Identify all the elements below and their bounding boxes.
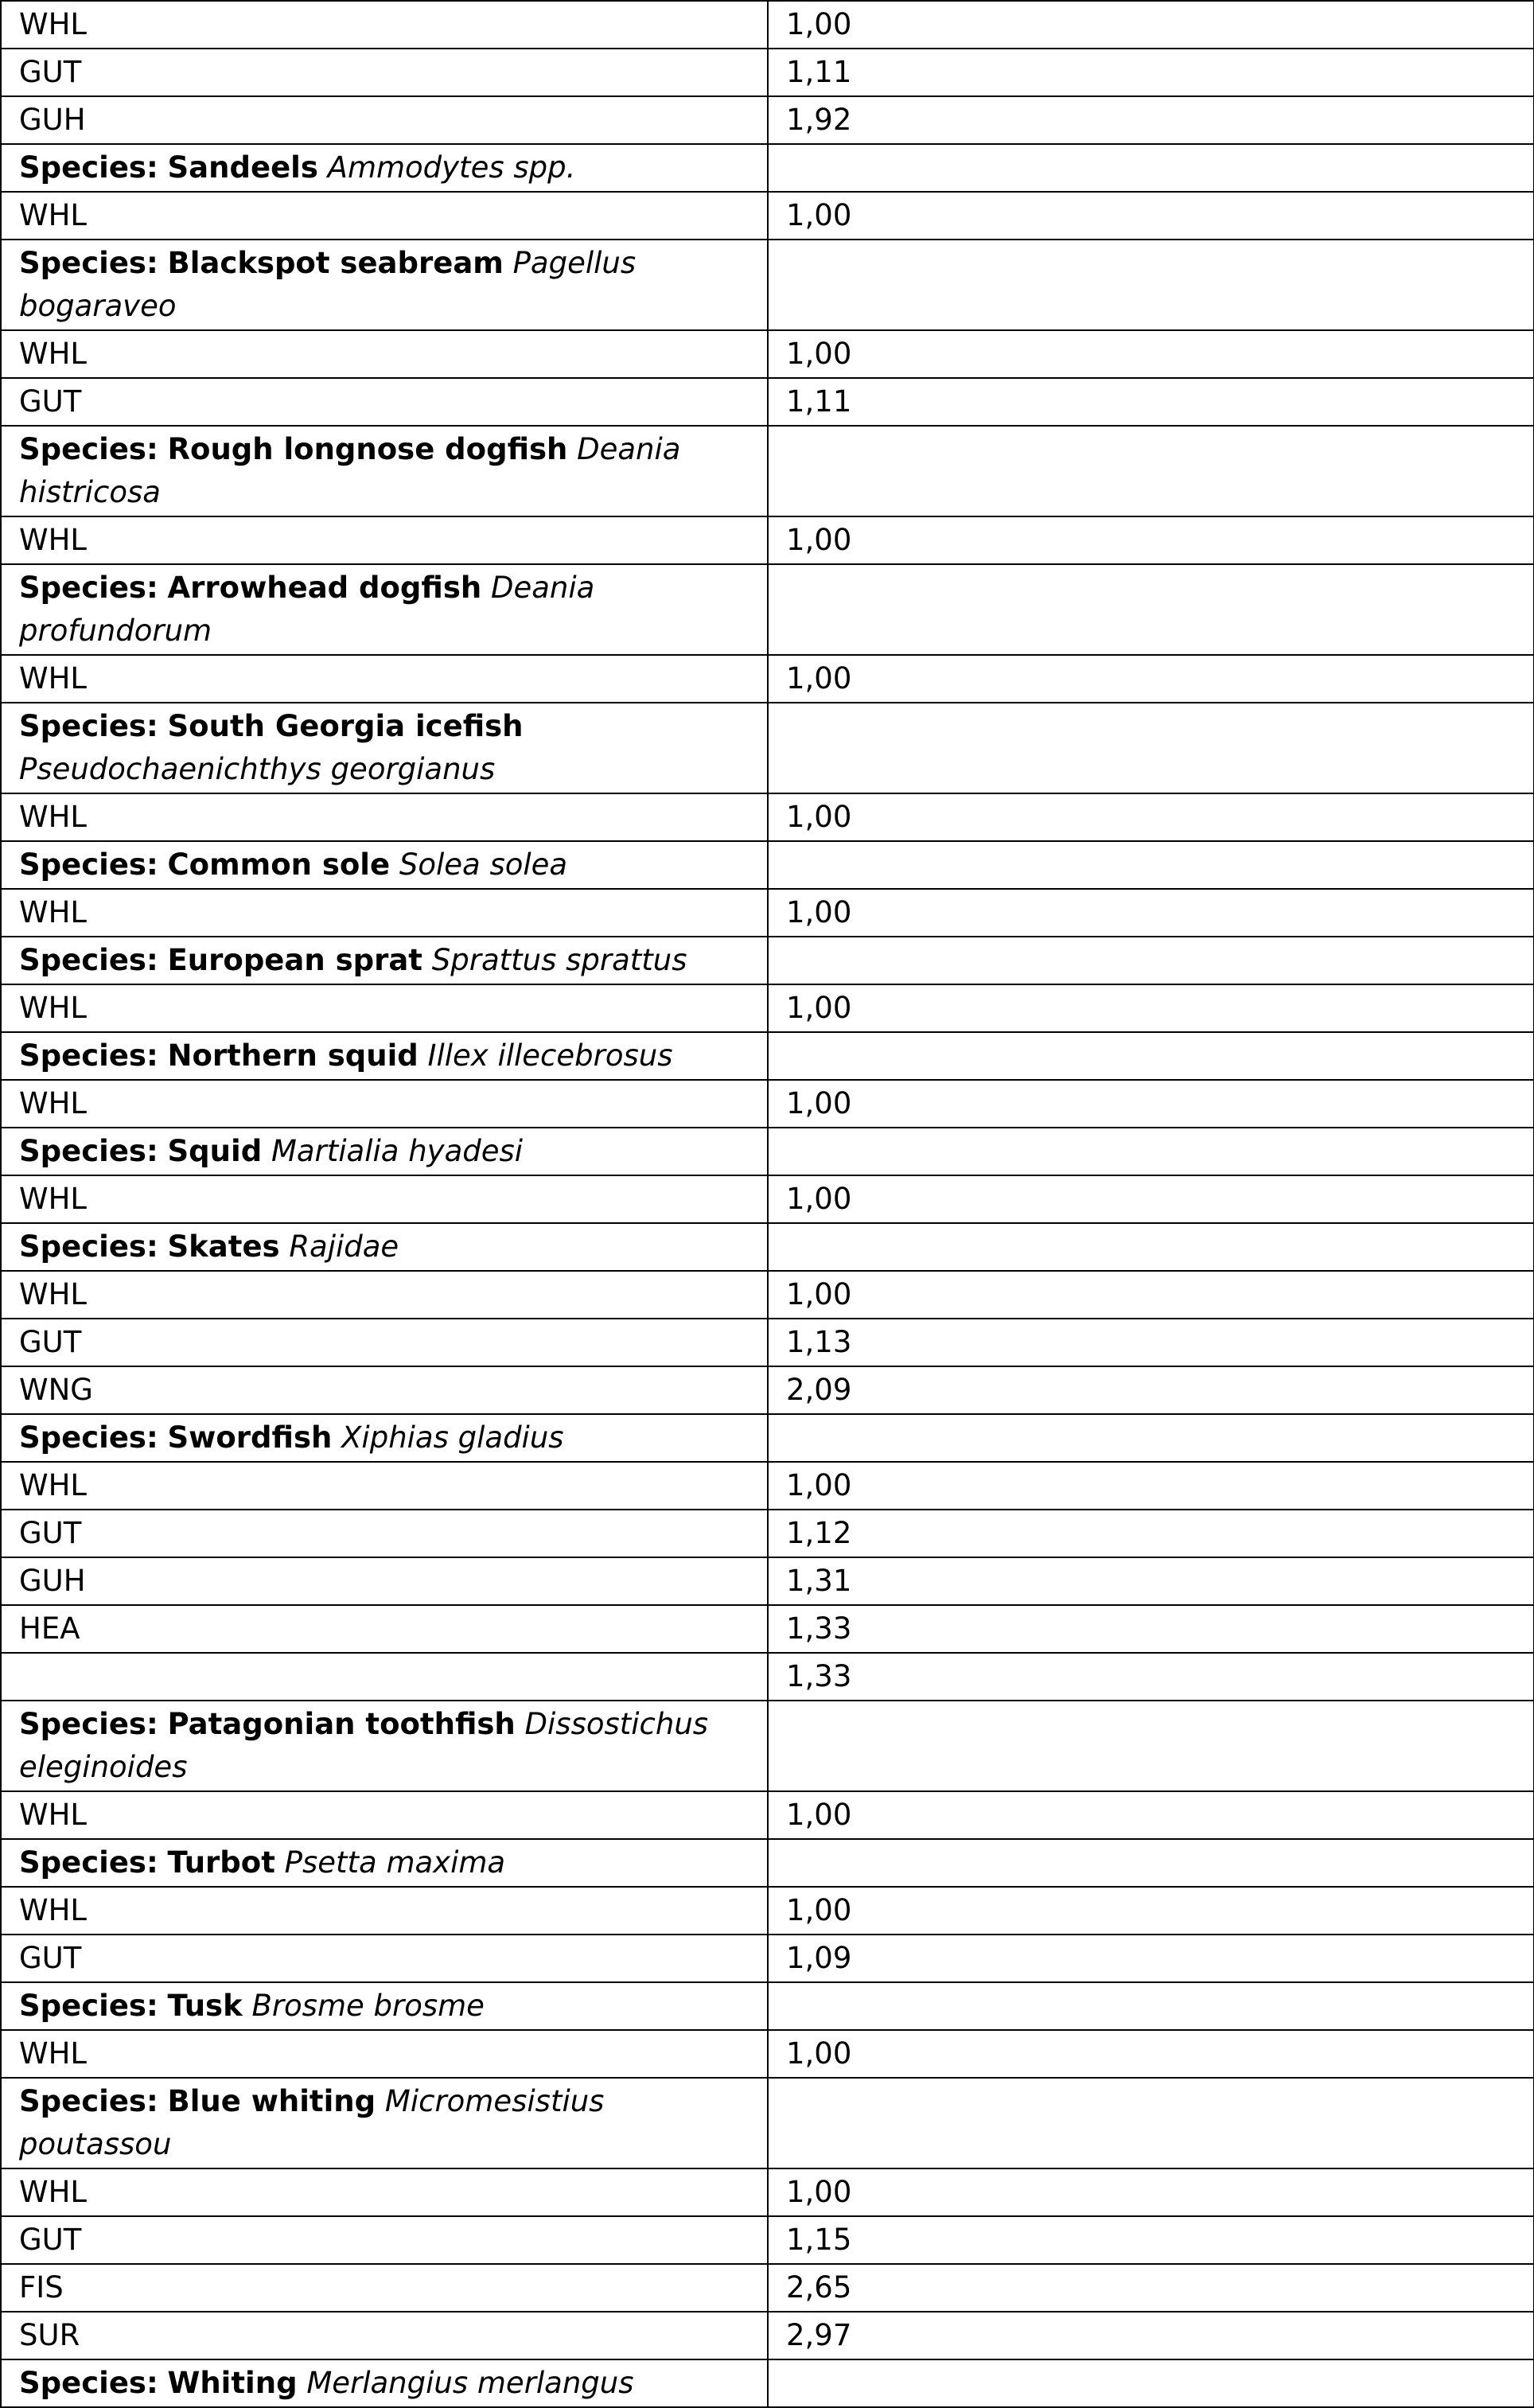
- conversion-factor-cell: 1,00: [768, 192, 1534, 240]
- conversion-factor-cell: 1,11: [768, 49, 1534, 96]
- presentation-row: [1, 1, 1534, 49]
- species-prefix: Species:: [19, 2366, 158, 2400]
- species-cell: [1, 564, 768, 655]
- conversion-factor-cell: 2,65: [768, 2264, 1534, 2312]
- empty-factor-cell: [768, 1701, 1534, 1791]
- presentation-code-cell: WNG: [1, 1366, 768, 1414]
- species-common-name: Rough longnose dogfish: [167, 432, 568, 466]
- empty-factor-cell: [768, 1223, 1534, 1271]
- species-cell: [1, 937, 768, 984]
- conversion-factor-cell: 1,00: [768, 793, 1534, 841]
- presentation-code-cell: WHL: [1, 889, 768, 937]
- presentation-row: [1, 984, 1534, 1032]
- species-prefix: Species:: [19, 1038, 158, 1073]
- species-latin-name: Solea solea: [399, 847, 568, 882]
- conversion-factor-cell: 1,00: [768, 889, 1534, 937]
- presentation-code-cell: WHL: [1, 1791, 768, 1839]
- species-latin-name: Deania profundorum: [19, 571, 595, 648]
- species-row: [1, 1982, 1534, 2030]
- presentation-row: [1, 2216, 1534, 2264]
- table-body: [1, 1, 1534, 2407]
- presentation-row: [1, 1887, 1534, 1935]
- species-cell: [1, 703, 768, 793]
- presentation-row: [1, 2264, 1534, 2312]
- presentation-code-cell: WHL: [1, 1175, 768, 1223]
- presentation-code-cell: WHL: [1, 516, 768, 564]
- species-cell: [1, 1701, 768, 1791]
- empty-factor-cell: [768, 937, 1534, 984]
- species-row: [1, 703, 1534, 793]
- species-prefix: Species:: [19, 847, 158, 882]
- species-latin-name: Pseudochaenichthys georgianus: [19, 752, 496, 786]
- presentation-row: [1, 378, 1534, 426]
- species-latin-name: Ammodytes spp.: [327, 150, 576, 185]
- presentation-row: [1, 1366, 1534, 1414]
- conversion-factor-cell: 1,92: [768, 96, 1534, 144]
- presentation-row: [1, 1605, 1534, 1653]
- conversion-factor-cell: 1,13: [768, 1319, 1534, 1366]
- presentation-row: [1, 655, 1534, 703]
- presentation-row: [1, 49, 1534, 96]
- presentation-row: [1, 1319, 1534, 1366]
- presentation-row: [1, 516, 1534, 564]
- presentation-code-cell: WHL: [1, 1462, 768, 1510]
- presentation-row: [1, 1653, 1534, 1701]
- species-common-name: Tusk: [167, 1989, 243, 2023]
- species-common-name: South Georgia icefish: [167, 709, 524, 743]
- species-row: [1, 1839, 1534, 1887]
- presentation-code-cell: HEA: [1, 1605, 768, 1653]
- empty-factor-cell: [768, 1128, 1534, 1175]
- conversion-factor-cell: 1,11: [768, 378, 1534, 426]
- species-prefix: Species:: [19, 943, 158, 977]
- conversion-factor-cell: 1,00: [768, 1175, 1534, 1223]
- species-latin-name: Brosme brosme: [251, 1989, 485, 2023]
- presentation-code-cell: WHL: [1, 1887, 768, 1935]
- species-prefix: Species:: [19, 432, 158, 466]
- conversion-factor-cell: 2,97: [768, 2312, 1534, 2359]
- conversion-factor-cell: 1,00: [768, 330, 1534, 378]
- presentation-code-cell: WHL: [1, 1271, 768, 1319]
- presentation-row: [1, 1791, 1534, 1839]
- presentation-row: [1, 2168, 1534, 2216]
- species-cell: [1, 1982, 768, 2030]
- presentation-row: [1, 1462, 1534, 1510]
- species-latin-name: Pagellus bogaraveo: [19, 246, 637, 323]
- conversion-factor-cell: 1,15: [768, 2216, 1534, 2264]
- conversion-factor-cell: 2,09: [768, 1366, 1534, 1414]
- empty-factor-cell: [768, 1839, 1534, 1887]
- presentation-row: [1, 1935, 1534, 1982]
- empty-factor-cell: [768, 703, 1534, 793]
- conversion-factor-cell: 1,31: [768, 1557, 1534, 1605]
- presentation-code-cell: WHL: [1, 984, 768, 1032]
- species-row: [1, 144, 1534, 192]
- empty-factor-cell: [768, 841, 1534, 889]
- species-prefix: Species:: [19, 1229, 158, 1264]
- species-cell: [1, 1128, 768, 1175]
- conversion-factor-cell: 1,00: [768, 1, 1534, 49]
- conversion-factor-cell: 1,00: [768, 1462, 1534, 1510]
- species-common-name: Squid: [167, 1134, 263, 1168]
- species-latin-name: Merlangius merlangus: [306, 2366, 634, 2400]
- species-prefix: Species:: [19, 150, 158, 185]
- species-prefix: Species:: [19, 709, 158, 743]
- presentation-row: [1, 889, 1534, 937]
- species-latin-name: Xiphias gladius: [341, 1420, 564, 1455]
- species-common-name: Sandeels: [167, 150, 318, 185]
- conversion-factor-cell: 1,00: [768, 516, 1534, 564]
- presentation-row: [1, 1175, 1534, 1223]
- presentation-row: [1, 2030, 1534, 2078]
- conversion-factor-cell: 1,12: [768, 1510, 1534, 1557]
- conversion-factor-cell: 1,09: [768, 1935, 1534, 1982]
- presentation-code-cell: WHL: [1, 1080, 768, 1128]
- species-prefix: Species:: [19, 1420, 158, 1455]
- species-prefix: Species:: [19, 1845, 158, 1880]
- presentation-row: [1, 1510, 1534, 1557]
- empty-factor-cell: [768, 144, 1534, 192]
- presentation-code-cell: GUT: [1, 1510, 768, 1557]
- conversion-factor-cell: 1,00: [768, 984, 1534, 1032]
- species-cell: [1, 2078, 768, 2168]
- species-cell: [1, 240, 768, 330]
- presentation-code-cell: [1, 1653, 768, 1701]
- species-latin-name: Dissostichus eleginoides: [19, 1707, 709, 1784]
- species-latin-name: Rajidae: [289, 1229, 399, 1264]
- species-row: [1, 1223, 1534, 1271]
- presentation-code-cell: GUT: [1, 378, 768, 426]
- empty-factor-cell: [768, 564, 1534, 655]
- presentation-code-cell: WHL: [1, 655, 768, 703]
- presentation-code-cell: GUH: [1, 96, 768, 144]
- presentation-row: [1, 1557, 1534, 1605]
- species-common-name: Blackspot seabream: [167, 246, 504, 280]
- presentation-code-cell: WHL: [1, 330, 768, 378]
- conversion-factor-cell: 1,00: [768, 1271, 1534, 1319]
- species-cell: [1, 1839, 768, 1887]
- empty-factor-cell: [768, 1982, 1534, 2030]
- species-common-name: Common sole: [167, 847, 391, 882]
- species-row: [1, 240, 1534, 330]
- species-prefix: Species:: [19, 571, 158, 605]
- species-common-name: Swordfish: [167, 1420, 333, 1455]
- species-common-name: European sprat: [167, 943, 422, 977]
- presentation-row: [1, 192, 1534, 240]
- empty-factor-cell: [768, 1414, 1534, 1462]
- species-latin-name: Psetta maxima: [284, 1845, 506, 1880]
- species-common-name: Turbot: [167, 1845, 275, 1880]
- presentation-code-cell: WHL: [1, 793, 768, 841]
- species-row: [1, 841, 1534, 889]
- species-cell: [1, 426, 768, 516]
- species-latin-name: Sprattus sprattus: [431, 943, 687, 977]
- species-prefix: Species:: [19, 246, 158, 280]
- species-common-name: Blue whiting: [167, 2084, 376, 2118]
- presentation-code-cell: WHL: [1, 2030, 768, 2078]
- presentation-row: [1, 1080, 1534, 1128]
- empty-factor-cell: [768, 2078, 1534, 2168]
- species-row: [1, 1701, 1534, 1791]
- species-common-name: Whiting: [167, 2366, 298, 2400]
- species-row: [1, 1032, 1534, 1080]
- presentation-row: [1, 2312, 1534, 2359]
- species-row: [1, 564, 1534, 655]
- presentation-code-cell: WHL: [1, 1, 768, 49]
- presentation-row: [1, 330, 1534, 378]
- presentation-code-cell: FIS: [1, 2264, 768, 2312]
- conversion-factor-cell: 1,00: [768, 1791, 1534, 1839]
- species-latin-name: Martialia hyadesi: [271, 1134, 524, 1168]
- species-row: [1, 937, 1534, 984]
- empty-factor-cell: [768, 1032, 1534, 1080]
- species-row: [1, 1128, 1534, 1175]
- presentation-code-cell: WHL: [1, 2168, 768, 2216]
- species-row: [1, 2359, 1534, 2407]
- species-prefix: Species:: [19, 1134, 158, 1168]
- species-cell: [1, 144, 768, 192]
- species-cell: [1, 2359, 768, 2407]
- presentation-row: [1, 96, 1534, 144]
- species-common-name: Skates: [167, 1229, 280, 1264]
- presentation-row: [1, 1271, 1534, 1319]
- empty-factor-cell: [768, 2359, 1534, 2407]
- species-latin-name: Micromesistius poutassou: [19, 2084, 605, 2161]
- species-cell: [1, 841, 768, 889]
- species-row: [1, 1414, 1534, 1462]
- presentation-code-cell: GUT: [1, 2216, 768, 2264]
- presentation-code-cell: SUR: [1, 2312, 768, 2359]
- species-cell: [1, 1032, 768, 1080]
- conversion-factor-cell: 1,00: [768, 655, 1534, 703]
- species-cell: [1, 1414, 768, 1462]
- species-common-name: Patagonian toothfish: [167, 1707, 516, 1741]
- presentation-code-cell: WHL: [1, 192, 768, 240]
- conversion-factor-cell: 1,00: [768, 2030, 1534, 2078]
- empty-factor-cell: [768, 426, 1534, 516]
- species-row: [1, 426, 1534, 516]
- presentation-row: [1, 793, 1534, 841]
- species-common-name: Arrowhead dogfish: [167, 571, 482, 605]
- presentation-code-cell: GUT: [1, 1319, 768, 1366]
- species-common-name: Northern squid: [167, 1038, 419, 1073]
- species-prefix: Species:: [19, 1707, 158, 1741]
- conversion-factor-cell: 1,00: [768, 1887, 1534, 1935]
- conversion-factor-cell: 1,33: [768, 1605, 1534, 1653]
- presentation-code-cell: GUH: [1, 1557, 768, 1605]
- presentation-code-cell: GUT: [1, 1935, 768, 1982]
- conversion-factor-cell: 1,00: [768, 2168, 1534, 2216]
- empty-factor-cell: [768, 240, 1534, 330]
- presentation-code-cell: GUT: [1, 49, 768, 96]
- conversion-factor-cell: 1,00: [768, 1080, 1534, 1128]
- conversion-factor-cell: 1,33: [768, 1653, 1534, 1701]
- species-cell: [1, 1223, 768, 1271]
- species-row: [1, 2078, 1534, 2168]
- species-latin-name: Illex illecebrosus: [427, 1038, 673, 1073]
- species-latin-name: Deania histricosa: [19, 432, 681, 509]
- species-prefix: Species:: [19, 1989, 158, 2023]
- species-prefix: Species:: [19, 2084, 158, 2118]
